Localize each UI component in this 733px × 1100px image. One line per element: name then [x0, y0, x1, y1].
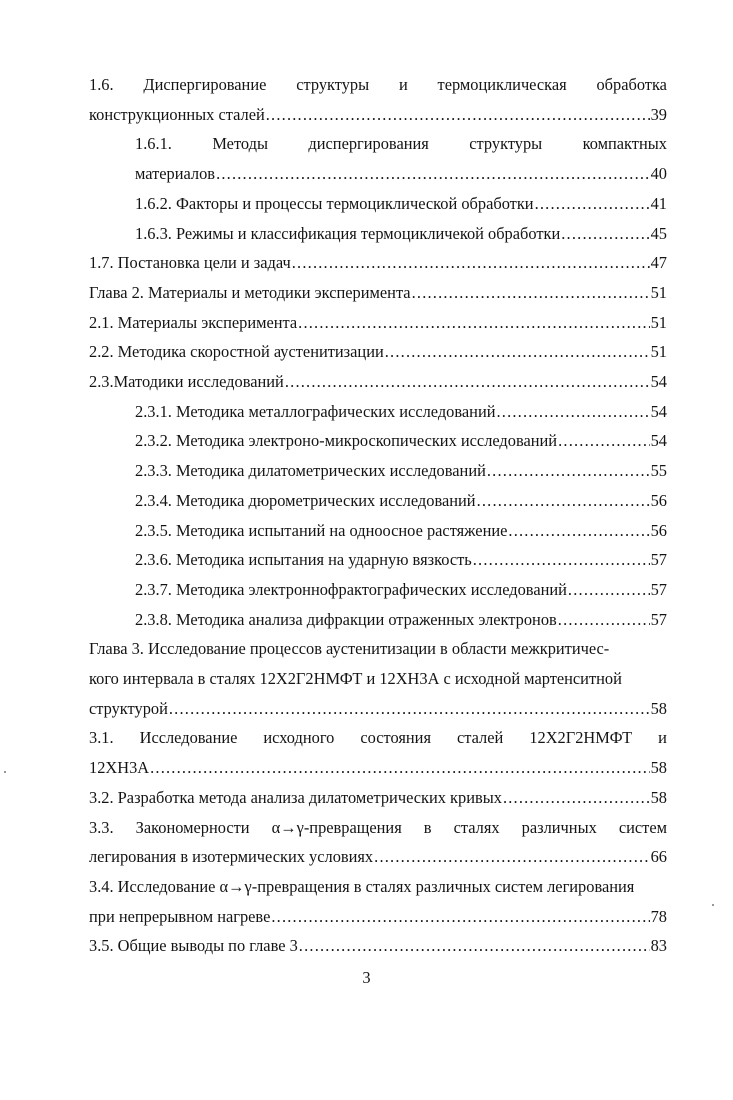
toc-entry-title: 2.3.8. Методика анализа дифракции отраженных электронов	[135, 609, 557, 629]
toc-page-number: 41	[650, 193, 667, 213]
toc-page-number: 57	[650, 579, 667, 599]
table-of-contents	[89, 70, 667, 961]
toc-entry	[135, 516, 667, 546]
toc-leader-line	[135, 189, 667, 219]
toc-entry-title: Глава 2. Материалы и методики эксперимента	[89, 282, 411, 302]
toc-leader-dots	[271, 902, 649, 932]
toc-entry-title: 3.5. Общие выводы по главе 3	[89, 936, 298, 956]
toc-page-number: 58	[650, 787, 667, 807]
toc-leader-line	[135, 486, 667, 516]
toc-page-number: 54	[650, 431, 667, 451]
scan-speck	[712, 904, 714, 906]
toc-entry-title: 2.3.4. Методика дюрометрических исследований	[135, 490, 476, 510]
toc-word: Методы	[212, 134, 268, 154]
toc-page-number: 83	[650, 936, 667, 956]
toc-entry-first-line	[89, 723, 667, 753]
toc-entry-line: Глава 3. Исследование процессов аустенитизации в области межкритичес-	[89, 639, 610, 659]
toc-word: сталей	[457, 728, 504, 748]
toc-page-number: 55	[650, 461, 667, 481]
toc-entry	[89, 70, 667, 129]
toc-page-number: 56	[650, 520, 667, 540]
toc-entry-title: структурой	[89, 698, 168, 718]
toc-word: α→γ-превращения	[271, 817, 402, 837]
toc-page-number: 54	[650, 372, 667, 392]
toc-page-number: 47	[650, 253, 667, 273]
toc-entry-title: 2.3.2. Методика электроно-микроскопических исследований	[135, 431, 558, 451]
toc-leader-dots	[473, 545, 650, 575]
toc-leader-dots	[508, 516, 649, 546]
toc-word: различных	[521, 817, 597, 837]
toc-leader-line	[135, 426, 667, 456]
toc-page-number: 51	[650, 282, 667, 302]
toc-page-number: 40	[650, 164, 667, 184]
toc-leader-dots	[150, 753, 650, 783]
toc-entry-first-line	[89, 813, 667, 843]
toc-entry	[135, 189, 667, 219]
toc-leader-line	[135, 456, 667, 486]
toc-entry	[135, 129, 667, 188]
toc-entry-title: 2.3.6. Методика испытания на ударную вязкость	[135, 550, 472, 570]
toc-entry	[135, 456, 667, 486]
toc-leader-line	[89, 100, 667, 130]
toc-leader-line	[89, 248, 667, 278]
toc-entry	[89, 367, 667, 397]
toc-page-number: 51	[650, 342, 667, 362]
toc-word: состояния	[360, 728, 431, 748]
toc-entry	[135, 486, 667, 516]
toc-entry	[135, 426, 667, 456]
toc-leader-line	[89, 308, 667, 338]
toc-leader-dots	[568, 575, 650, 605]
toc-entry-title: 2.3.1. Методика металлографических исследований	[135, 401, 496, 421]
toc-leader-dots	[561, 219, 649, 249]
toc-entry-title: 2.3.5. Методика испытаний на одноосное растяжение	[135, 520, 508, 540]
toc-entry-first-line	[135, 129, 667, 159]
toc-word: 3.1.	[89, 728, 114, 748]
toc-entry	[89, 931, 667, 961]
toc-leader-line	[135, 397, 667, 427]
toc-entry	[135, 575, 667, 605]
toc-word: обработка	[596, 75, 667, 94]
toc-word: и	[398, 75, 408, 94]
toc-entry	[135, 545, 667, 575]
toc-entry	[135, 397, 667, 427]
toc-page-number: 58	[650, 698, 667, 718]
toc-word: 3.3.	[89, 817, 114, 837]
toc-word: компактных	[582, 134, 667, 154]
toc-entry	[89, 634, 667, 723]
toc-entry-title: 2.3.3. Методика дилатометрических исследований	[135, 461, 486, 481]
toc-entry-title: легирования в изотермических условиях	[89, 847, 374, 867]
toc-entry	[89, 248, 667, 278]
toc-word: систем	[618, 817, 667, 837]
toc-leader-dots	[169, 694, 650, 724]
toc-leader-dots	[385, 337, 650, 367]
toc-entry-title: 1.6.3. Режимы и классификация термоцикличекой обработки	[135, 223, 561, 243]
toc-word: 1.6.1.	[135, 134, 172, 154]
toc-page-number: 57	[650, 550, 667, 570]
toc-page-number: 78	[650, 906, 667, 926]
toc-leader-line	[89, 902, 667, 932]
toc-page-number: 39	[650, 104, 667, 124]
toc-leader-dots	[216, 159, 650, 189]
toc-entry-title: 3.2. Разработка метода анализа дилатометрических кривых	[89, 787, 502, 807]
toc-entry-title: при непрерывном нагреве	[89, 906, 271, 926]
toc-leader-line	[135, 575, 667, 605]
toc-leader-line	[89, 842, 667, 872]
toc-page-number: 51	[650, 312, 667, 332]
toc-entry	[89, 308, 667, 338]
toc-leader-line	[89, 753, 667, 783]
toc-leader-dots	[374, 842, 649, 872]
toc-word: Диспергирование	[143, 75, 267, 94]
toc-word: 12Х2Г2НМФТ	[529, 728, 633, 748]
toc-word: диспергирования	[308, 134, 429, 154]
page-number: 3	[362, 968, 371, 987]
toc-page-number: 57	[650, 609, 667, 629]
toc-entry	[89, 783, 667, 813]
toc-leader-line	[135, 545, 667, 575]
toc-page-number: 58	[650, 758, 667, 778]
toc-page-number: 56	[650, 490, 667, 510]
toc-word: структуры	[296, 75, 370, 94]
toc-leader-dots	[299, 931, 650, 961]
toc-entry	[89, 278, 667, 308]
toc-leader-dots	[477, 486, 650, 516]
toc-leader-dots	[266, 100, 650, 130]
toc-entry-title: 2.3.7. Методика электроннофрактографических исследований	[135, 579, 567, 599]
toc-entry	[89, 872, 667, 931]
toc-leader-dots	[496, 397, 649, 427]
toc-leader-line	[135, 219, 667, 249]
toc-entry	[89, 337, 667, 367]
scan-speck	[4, 771, 6, 773]
toc-entry-line: кого интервала в сталях 12Х2Г2НМФТ и 12ХН3А с исходной мартенситной	[89, 669, 622, 689]
toc-entry	[135, 605, 667, 635]
toc-entry-title: конструкционных сталей	[89, 104, 265, 124]
toc-leader-line	[89, 783, 667, 813]
toc-word: исходного	[263, 728, 335, 748]
toc-page-number: 54	[650, 401, 667, 421]
toc-word: термоциклическая	[437, 75, 567, 94]
toc-entry-title: 12ХН3А	[89, 758, 150, 778]
toc-leader-dots	[503, 783, 650, 813]
toc-entry-title: 1.6.2. Факторы и процессы термоциклической обработки	[135, 193, 534, 213]
toc-leader-dots	[487, 456, 650, 486]
toc-word: Закономерности	[135, 817, 250, 837]
toc-page-number: 45	[650, 223, 667, 243]
toc-entry-title: 2.2. Методика скоростной аустенитизации	[89, 342, 384, 362]
toc-leader-line	[89, 337, 667, 367]
toc-page-number: 66	[650, 847, 667, 867]
toc-entry-title: материалов	[135, 164, 216, 184]
toc-leader-dots	[292, 248, 650, 278]
toc-leader-dots	[535, 189, 650, 219]
toc-entry-line: 3.4. Исследование α→γ-превращения в сталях различных систем легирования	[89, 876, 635, 896]
toc-leader-line	[135, 516, 667, 546]
toc-word: структуры	[469, 134, 543, 154]
toc-leader-line	[89, 278, 667, 308]
toc-entry	[89, 723, 667, 782]
toc-entry-title: 2.1. Материалы эксперимента	[89, 312, 298, 332]
toc-leader-line	[89, 931, 667, 961]
toc-leader-line	[89, 367, 667, 397]
toc-word: 1.6.	[89, 75, 114, 94]
toc-word: и	[658, 728, 667, 748]
toc-word: Исследование	[139, 728, 238, 748]
toc-entry	[135, 219, 667, 249]
toc-leader-dots	[558, 426, 650, 456]
toc-leader-line	[135, 159, 667, 189]
toc-entry-title: 1.7. Постановка цели и задач	[89, 253, 291, 273]
toc-entry-first-line	[89, 70, 667, 100]
toc-entry-title: 2.3.Матодики исследований	[89, 372, 284, 392]
toc-leader-line	[89, 694, 667, 724]
toc-leader-dots	[412, 278, 650, 308]
toc-word: сталях	[453, 817, 500, 837]
toc-leader-line	[135, 605, 667, 635]
toc-leader-dots	[558, 605, 650, 635]
toc-entry	[89, 813, 667, 872]
toc-leader-dots	[285, 367, 650, 397]
toc-leader-dots	[298, 308, 649, 338]
toc-word: в	[423, 817, 432, 837]
